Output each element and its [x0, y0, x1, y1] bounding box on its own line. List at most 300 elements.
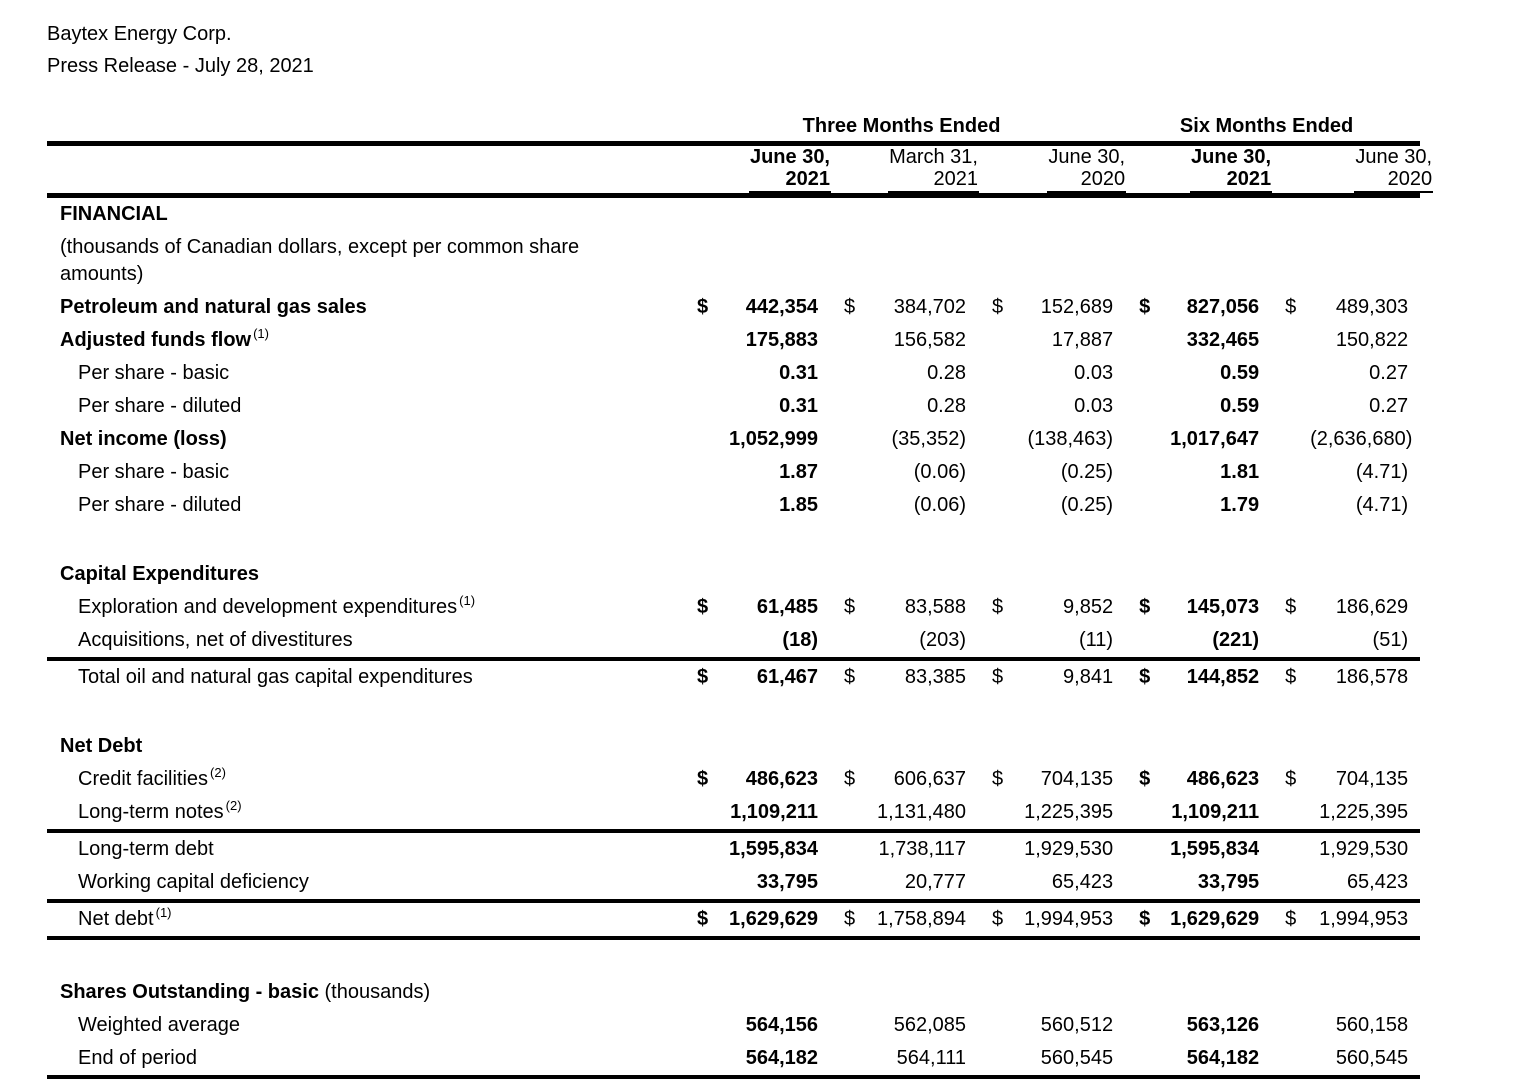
row-label: Net debt	[78, 908, 154, 930]
currency-cell	[966, 591, 1015, 624]
currency-cell	[1113, 901, 1161, 938]
value-cell: (51)	[1372, 629, 1409, 651]
value-cell: 0.27	[1369, 395, 1409, 417]
currency-cell	[690, 324, 720, 357]
date-line2: 2020	[1080, 168, 1126, 190]
value-cell: (203)	[919, 629, 966, 651]
row-label: Weighted average	[78, 1014, 240, 1036]
date-line1: March 31,	[889, 146, 978, 168]
currency-cell	[1113, 624, 1161, 659]
value-cell: 486,623	[745, 768, 818, 790]
value-cell	[1161, 196, 1259, 232]
data-row	[47, 659, 1420, 694]
value-cell: 145,073	[1186, 596, 1260, 618]
value-cell	[720, 196, 818, 232]
currency-symbol: $	[992, 908, 1004, 930]
data-row	[47, 591, 1420, 624]
date-line1: June 30,	[1048, 146, 1126, 168]
currency-cell	[1259, 489, 1310, 522]
currency-cell	[966, 831, 1015, 866]
value-cell: (35,352)	[891, 428, 966, 450]
value-cell: 61,467	[720, 659, 818, 694]
row-label: Total oil and natural gas capital expenditures	[78, 666, 473, 688]
currency-cell	[690, 456, 720, 489]
currency-cell	[1113, 763, 1161, 796]
value-cell: 1,225,395	[1024, 801, 1114, 823]
currency-cell	[966, 423, 1015, 456]
currency-cell	[966, 489, 1015, 522]
currency-cell	[818, 831, 868, 866]
currency-cell	[1259, 1042, 1310, 1077]
currency-cell	[818, 1042, 868, 1077]
row-label: Per share - basic	[78, 461, 230, 483]
value-cell: 563,126	[1186, 1014, 1260, 1036]
row-label-cell	[47, 390, 690, 423]
table-body	[47, 196, 1420, 1078]
value-cell: 486,623	[1186, 768, 1260, 790]
spacer-cell	[47, 522, 1420, 558]
currency-symbol: $	[844, 596, 856, 618]
data-row	[47, 1009, 1420, 1042]
section-label-cell	[47, 558, 690, 591]
currency-cell	[966, 291, 1015, 324]
data-row	[47, 423, 1420, 456]
value-cell: 33,795	[756, 871, 818, 893]
row-label: Per share - diluted	[78, 494, 242, 516]
row-label-cell	[47, 831, 690, 866]
value-cell: (138,463)	[1027, 428, 1114, 450]
currency-cell	[818, 558, 868, 591]
value-cell: 1,109,211	[1171, 801, 1260, 823]
currency-cell	[1113, 357, 1161, 390]
financial-table	[47, 108, 1433, 1079]
value-cell: 1,595,834	[1161, 831, 1259, 866]
date-line1: June 30,	[1191, 146, 1272, 168]
currency-cell	[690, 901, 720, 938]
row-label-cell	[47, 591, 690, 624]
row-label: Working capital deficiency	[78, 871, 309, 893]
currency-cell	[966, 659, 1015, 694]
value-cell: 0.03	[1074, 395, 1114, 417]
value-cell: 0.31	[779, 395, 818, 417]
currency-cell	[1113, 291, 1161, 324]
value-cell: 1,994,953	[1310, 901, 1420, 938]
currency-cell	[966, 763, 1015, 796]
date-col-header-5	[1259, 144, 1433, 196]
currency-cell	[1113, 1009, 1161, 1042]
value-cell: 564,156	[745, 1014, 818, 1036]
currency-symbol: $	[1285, 296, 1297, 318]
value-cell: 9,841	[1015, 659, 1113, 694]
currency-cell	[690, 357, 720, 390]
value-cell	[1015, 976, 1113, 1009]
value-cell: 489,303	[1335, 296, 1409, 318]
currency-cell	[818, 324, 868, 357]
footnote-ref: (1)	[253, 326, 269, 342]
row-label-cell	[47, 659, 690, 694]
value-cell: (0.06)	[913, 494, 966, 516]
currency-symbol: $	[1285, 596, 1297, 618]
value-cell	[1161, 730, 1259, 763]
value-cell: 1.87	[779, 461, 818, 483]
row-label-cell	[47, 357, 690, 390]
value-cell: (2,636,680)	[1310, 428, 1413, 450]
currency-symbol: $	[992, 666, 1004, 688]
currency-cell	[690, 796, 720, 831]
value-cell: 1,758,894	[868, 901, 966, 938]
currency-cell	[818, 357, 868, 390]
currency-cell	[966, 976, 1015, 1009]
three-months-ended-header: Three Months Ended	[690, 108, 1113, 144]
currency-cell	[690, 831, 720, 866]
currency-symbol: $	[1139, 768, 1151, 790]
value-cell: 560,158	[1335, 1014, 1409, 1036]
row-label-cell	[47, 423, 690, 456]
data-row	[47, 489, 1420, 522]
currency-cell	[818, 624, 868, 659]
value-cell	[1015, 196, 1113, 232]
value-cell	[1161, 558, 1259, 591]
row-label-cell	[47, 796, 690, 831]
currency-cell	[966, 730, 1015, 763]
row-label-cell	[47, 1009, 690, 1042]
footnote-ref: (1)	[155, 905, 172, 921]
value-cell	[1310, 976, 1420, 1009]
data-row	[47, 1042, 1420, 1077]
currency-symbol: $	[992, 296, 1004, 318]
currency-cell	[1259, 976, 1310, 1009]
data-row	[47, 291, 1420, 324]
value-cell: 442,354	[745, 296, 818, 318]
currency-cell	[690, 390, 720, 423]
date-line2: 2021	[785, 168, 830, 190]
currency-symbol: $	[697, 768, 709, 790]
value-cell: 1,629,629	[1161, 901, 1259, 938]
currency-cell	[818, 659, 868, 694]
currency-symbol: $	[697, 296, 709, 318]
row-label-suffix: (thousands)	[318, 981, 431, 1003]
row-label: Per share - diluted	[78, 395, 242, 417]
currency-cell	[818, 866, 868, 901]
section-label-cell	[47, 976, 690, 1009]
value-cell: 1,595,834	[720, 831, 818, 866]
value-cell: 0.28	[927, 362, 966, 384]
value-cell: 560,545	[1310, 1042, 1420, 1077]
currency-cell	[1259, 291, 1310, 324]
currency-cell	[818, 976, 868, 1009]
data-row	[47, 624, 1420, 659]
value-cell: (0.25)	[1060, 494, 1114, 516]
currency-symbol: $	[697, 596, 709, 618]
row-label-cell	[47, 763, 690, 796]
data-row	[47, 456, 1420, 489]
spacer-row	[47, 522, 1420, 558]
spacer-row	[47, 938, 1420, 976]
data-row	[47, 763, 1420, 796]
value-cell: 156,582	[893, 329, 966, 351]
note-cell	[47, 231, 1420, 291]
currency-symbol: $	[992, 768, 1004, 790]
value-cell: 0.59	[1220, 362, 1260, 384]
currency-cell	[966, 1042, 1015, 1077]
row-label: End of period	[78, 1047, 197, 1069]
data-row	[47, 324, 1420, 357]
currency-symbol: $	[1285, 768, 1297, 790]
currency-cell	[818, 763, 868, 796]
data-row	[47, 831, 1420, 866]
value-cell: 1,225,395	[1319, 801, 1409, 823]
currency-cell	[818, 456, 868, 489]
press-release-date: Press Release - July 28, 2021	[47, 55, 314, 77]
currency-cell	[1113, 831, 1161, 866]
section-label-cell	[47, 196, 690, 232]
date-col-header-1	[690, 144, 830, 196]
six-months-ended-header: Six Months Ended	[1113, 108, 1420, 144]
data-row	[47, 357, 1420, 390]
currency-cell	[690, 591, 720, 624]
row-label-cell	[47, 624, 690, 659]
currency-symbol: $	[697, 666, 709, 688]
row-label: Exploration and development expenditures	[78, 596, 458, 618]
currency-cell	[818, 291, 868, 324]
value-cell: 827,056	[1186, 296, 1260, 318]
currency-cell	[1113, 866, 1161, 901]
currency-cell	[690, 976, 720, 1009]
section-row	[47, 976, 1420, 1009]
value-cell: 0.27	[1369, 362, 1409, 384]
value-cell: (221)	[1212, 629, 1260, 651]
value-cell: 1,929,530	[1310, 831, 1420, 866]
value-cell: 144,852	[1161, 659, 1259, 694]
date-header-underline	[749, 146, 831, 193]
currency-cell	[1259, 763, 1310, 796]
footnote-ref: (2)	[210, 765, 226, 781]
spacer-cell	[47, 938, 1420, 976]
currency-cell	[1113, 796, 1161, 831]
value-cell: 384,702	[893, 296, 966, 318]
currency-cell	[966, 796, 1015, 831]
row-label: FINANCIAL	[60, 203, 168, 225]
date-header-underline	[1354, 146, 1433, 193]
value-cell: (18)	[782, 629, 818, 651]
section-row	[47, 196, 1420, 232]
currency-cell	[1113, 1042, 1161, 1077]
currency-cell	[1113, 423, 1161, 456]
currency-cell	[1113, 976, 1161, 1009]
value-cell: 0.03	[1074, 362, 1114, 384]
value-cell: 606,637	[893, 768, 966, 790]
row-label: Net income (loss)	[60, 428, 227, 450]
data-row	[47, 866, 1420, 901]
currency-cell	[690, 624, 720, 659]
currency-cell	[1113, 196, 1161, 232]
row-label: Petroleum and natural gas sales	[60, 296, 367, 318]
date-line1: June 30,	[749, 146, 830, 168]
value-cell: 1,131,480	[877, 801, 966, 823]
value-cell: 560,545	[1015, 1042, 1113, 1077]
value-cell: 1.81	[1220, 461, 1260, 483]
row-label-cell	[47, 901, 690, 938]
footnote-ref: (2)	[225, 798, 242, 814]
currency-symbol: $	[697, 908, 709, 930]
row-label: Per share - basic	[78, 362, 230, 384]
currency-cell	[818, 390, 868, 423]
value-cell: (0.06)	[913, 461, 966, 483]
currency-cell	[1259, 591, 1310, 624]
currency-cell	[690, 763, 720, 796]
data-row	[47, 901, 1420, 938]
row-label: Adjusted funds flow	[60, 329, 252, 351]
currency-cell	[966, 456, 1015, 489]
currency-cell	[1259, 901, 1310, 938]
currency-cell	[1113, 456, 1161, 489]
value-cell: 332,465	[1186, 329, 1260, 351]
data-row	[47, 796, 1420, 831]
currency-cell	[690, 291, 720, 324]
value-cell	[720, 558, 818, 591]
section-row	[47, 558, 1420, 591]
currency-cell	[690, 1042, 720, 1077]
value-cell: 560,512	[1040, 1014, 1114, 1036]
value-cell: (0.25)	[1060, 461, 1114, 483]
value-cell	[868, 196, 966, 232]
currency-cell	[1259, 659, 1310, 694]
value-cell: 564,182	[720, 1042, 818, 1077]
date-header-underline	[888, 146, 979, 193]
currency-cell	[1113, 324, 1161, 357]
currency-cell	[818, 1009, 868, 1042]
currency-cell	[1259, 624, 1310, 659]
value-cell: 1,017,647	[1170, 428, 1260, 450]
value-cell: 20,777	[904, 871, 966, 893]
row-label: Long-term debt	[78, 838, 214, 860]
currency-cell	[966, 558, 1015, 591]
value-cell: 186,578	[1310, 659, 1420, 694]
currency-cell	[1259, 831, 1310, 866]
currency-cell	[966, 357, 1015, 390]
currency-cell	[966, 390, 1015, 423]
row-label-cell	[47, 324, 690, 357]
currency-cell	[966, 624, 1015, 659]
date-line2: 2020	[1387, 168, 1433, 190]
currency-symbol: $	[1139, 296, 1151, 318]
currency-cell	[1259, 456, 1310, 489]
value-cell: 17,887	[1051, 329, 1114, 351]
currency-cell	[690, 423, 720, 456]
currency-cell	[690, 489, 720, 522]
row-label-cell	[47, 489, 690, 522]
currency-cell	[818, 901, 868, 938]
value-cell: 704,135	[1040, 768, 1114, 790]
currency-cell	[966, 1009, 1015, 1042]
currency-symbol: $	[1285, 908, 1297, 930]
row-label-cell	[47, 1042, 690, 1077]
currency-cell	[818, 730, 868, 763]
row-label: Shares Outstanding - basic	[60, 981, 319, 1003]
value-cell: 1.85	[779, 494, 818, 516]
value-cell: 1,052,999	[729, 428, 818, 450]
value-cell	[720, 976, 818, 1009]
value-cell: 150,822	[1335, 329, 1409, 351]
currency-cell	[1259, 866, 1310, 901]
currency-cell	[1259, 357, 1310, 390]
currency-cell	[1259, 196, 1310, 232]
currency-cell	[818, 591, 868, 624]
currency-cell	[690, 558, 720, 591]
currency-cell	[818, 796, 868, 831]
currency-cell	[1259, 796, 1310, 831]
value-cell: 704,135	[1335, 768, 1409, 790]
spacer-cell	[47, 694, 1420, 730]
data-row	[47, 390, 1420, 423]
currency-cell	[1259, 324, 1310, 357]
row-label: Acquisitions, net of divestitures	[78, 629, 353, 651]
value-cell	[720, 730, 818, 763]
units-note: (thousands of Canadian dollars, except per common share amounts)	[60, 236, 580, 285]
value-cell	[1310, 558, 1420, 591]
row-label: Long-term notes	[78, 801, 224, 823]
value-cell: 0.28	[927, 395, 966, 417]
currency-cell	[690, 866, 720, 901]
currency-symbol: $	[844, 666, 856, 688]
row-label-cell	[47, 866, 690, 901]
currency-symbol: $	[1285, 666, 1297, 688]
currency-cell	[1113, 730, 1161, 763]
currency-cell	[690, 730, 720, 763]
date-line2: 2021	[933, 168, 978, 190]
currency-cell	[818, 196, 868, 232]
value-cell: 61,485	[756, 596, 818, 618]
row-label: Net Debt	[60, 735, 143, 757]
row-label: Capital Expenditures	[60, 563, 259, 585]
date-header-row	[47, 144, 1420, 196]
currency-cell	[966, 866, 1015, 901]
value-cell	[1310, 196, 1420, 232]
value-cell: 0.31	[779, 362, 818, 384]
currency-cell	[1113, 659, 1161, 694]
value-cell: (4.71)	[1355, 461, 1409, 483]
currency-cell	[1259, 423, 1310, 456]
value-cell: 564,182	[1161, 1042, 1259, 1077]
currency-cell	[690, 1009, 720, 1042]
currency-cell	[1113, 489, 1161, 522]
spacer-row	[47, 694, 1420, 730]
currency-cell	[818, 489, 868, 522]
row-label-cell	[47, 456, 690, 489]
date-line2: 2021	[1226, 168, 1272, 190]
value-cell: 1,929,530	[1015, 831, 1113, 866]
currency-cell	[1113, 558, 1161, 591]
header-spacer-cell	[47, 108, 690, 144]
date-col-header-2	[818, 144, 978, 196]
value-cell	[868, 558, 966, 591]
currency-cell	[1113, 591, 1161, 624]
value-cell	[1161, 976, 1259, 1009]
date-header-underline	[1047, 146, 1126, 193]
value-cell	[868, 730, 966, 763]
company-name: Baytex Energy Corp.	[47, 23, 232, 45]
date-header-underline	[1190, 146, 1272, 193]
value-cell: 0.59	[1220, 395, 1260, 417]
value-cell	[1310, 730, 1420, 763]
currency-cell	[1259, 730, 1310, 763]
value-cell: 65,423	[1051, 871, 1114, 893]
section-row	[47, 730, 1420, 763]
currency-cell	[818, 423, 868, 456]
value-cell: 9,852	[1063, 596, 1114, 618]
date-col-header-3	[966, 144, 1126, 196]
value-cell: (11)	[1078, 629, 1114, 651]
